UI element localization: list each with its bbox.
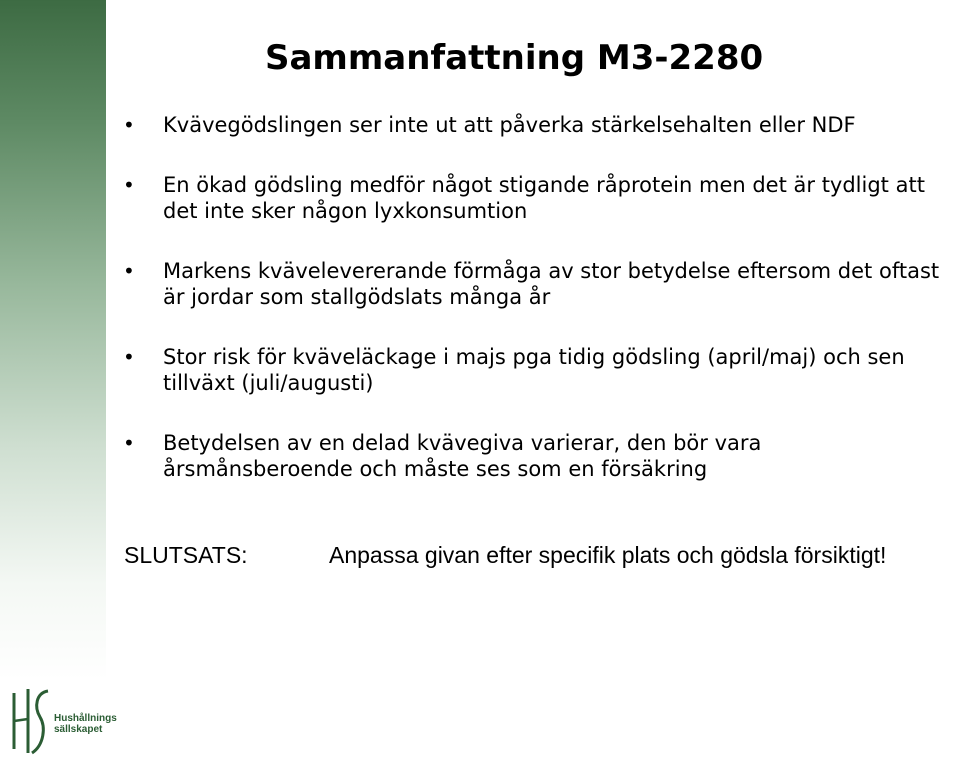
logo-line-2: sällskapet [54, 724, 103, 735]
slide-title: Sammanfattning M3-2280 [265, 38, 764, 78]
bullet-text: Kvävegödslingen ser inte ut att påverka stärkelsehalten eller NDF [163, 113, 856, 137]
bullet-item [118, 112, 953, 138]
bullet-item [118, 172, 953, 224]
side-gradient-band [0, 0, 106, 680]
hushallningssallskapet-logo [8, 683, 118, 763]
conclusion-text: Anpassa givan efter specifik plats och gödsla försiktigt! [329, 542, 887, 568]
bullet-text: Betydelsen av en delad kvävegiva varierar, den bör vara årsmånsberoende och måste ses som en försäkring [163, 431, 762, 481]
bullet-item [118, 258, 953, 310]
bullet-text: Stor risk för kväveläckage i majs pga tidig gödsling (april/maj) och sen tillväxt (juli/augusti) [163, 345, 905, 395]
bullet-marker: • [123, 113, 135, 137]
bullet-text: Markens kvävelevererande förmåga av stor betydelse eftersom det oftast är jordar som stallgödslats många år [163, 259, 940, 309]
bullet-marker: • [123, 173, 135, 197]
bullet-marker: • [123, 431, 135, 455]
hs-logo-icon [8, 683, 54, 763]
bullet-item [118, 430, 953, 482]
logo-line-1: Hushållnings [54, 713, 117, 724]
bullet-text: En ökad gödsling medför något stigande råprotein men det är tydligt att det inte sker någon lyxkonsumtion [163, 173, 925, 223]
bullet-marker: • [123, 259, 135, 283]
bullet-list [118, 112, 953, 516]
bullet-item [118, 344, 953, 396]
bullet-marker: • [123, 345, 135, 369]
conclusion [124, 542, 944, 568]
logo-wordmark [54, 713, 117, 735]
conclusion-label: SLUTSATS: [124, 542, 248, 568]
